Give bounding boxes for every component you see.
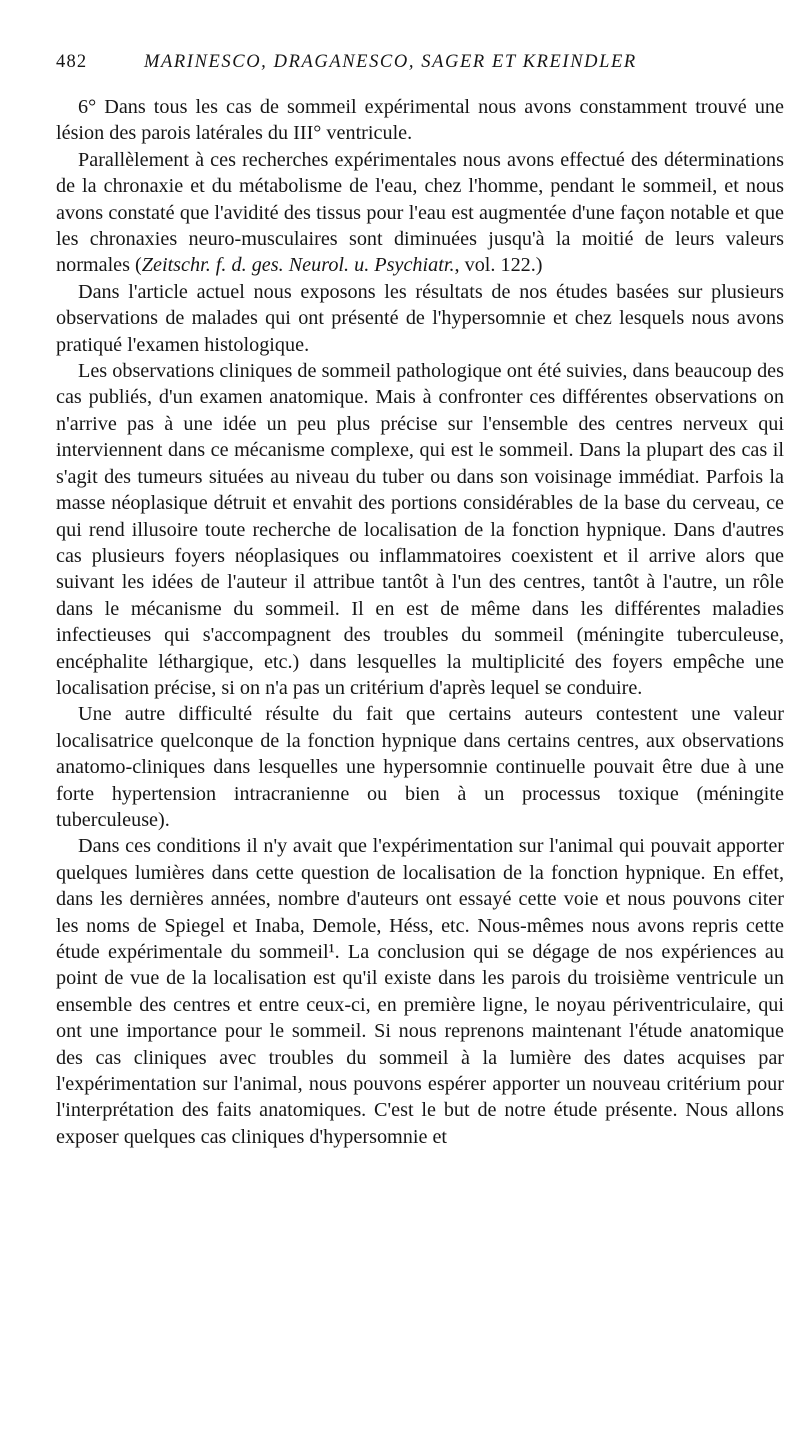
running-title: MARINESCO, DRAGANESCO, SAGER ET KREINDLER xyxy=(144,52,637,72)
paragraph-chronaxie xyxy=(56,147,784,279)
journal-page xyxy=(56,0,784,1455)
paragraph-text: , vol. 122.) xyxy=(454,254,543,277)
running-head xyxy=(56,52,784,82)
page-number: 482 xyxy=(56,52,88,72)
paragraph-experimentation: Dans ces conditions il n'y avait que l'expérimentation sur l'animal qui pouvait apporter quelques lumières dans cette question de localisation de la fonction hypnique. En effet, dans les dernières années, nombre d'auteurs ont essayé cette voie et nous pouvons citer les noms de Spiegel et Inaba, Demole, Héss, etc. Nous-mêmes nous avons repris cette étude expérimentale du sommeil¹. La conclusion qui se dégage de nos expériences au point de vue de la localisation est qu'il existe dans les parois du troisième ventricule un ensemble des centres et entre ceux-ci, en première ligne, le noyau périventriculaire, qui ont une importance pour le sommeil. Si nous reprenons maintenant l'étude anatomique des cas cliniques avec troubles du sommeil à la lumière des dates acquises par l'expérimentation sur l'animal, nous pouvons espérer apporter un nouveau critérium pour l'interprétation des faits anatomiques. C'est le but de notre étude présente. Nous allons exposer quelques cas cliniques d'hypersomnie et xyxy=(56,835,784,1148)
paragraph-article-scope: Dans l'article actuel nous exposons les résultats de nos études basées sur plusieurs observations de malades qui ont présenté de l'hypersomnie et chez lesquels nous avons pratiqué l'examen histologique. xyxy=(56,280,784,356)
article-body xyxy=(56,94,784,1150)
paragraph-clinical-observations: Les observations cliniques de sommeil pathologique ont été suivies, dans beaucoup des cas publiés, d'un examen anatomique. Mais à confronter ces différentes observations on n'arrive pas à une idée un peu plus précise sur l'ensemble des centres nerveux qui interviennent dans ce mécanisme complexe, qui est le sommeil. Dans la plupart des cas il s'agit des tumeurs situées au niveau du tuber ou dans son voisinage immédiat. Parfois la masse néoplasique détruit et envahit des portions considérables de la base du cerveau, ce qui rend illusoire toute recherche de localisation de la fonction hypnique. Dans d'autres cas plusieurs foyers néoplasiques ou inflammatoires coexistent et il arrive alors que suivant les idées de l'auteur il attribue tantôt à l'un des centres, tantôt à l'autre, un rôle dans le mécanisme du sommeil. Il en est de même dans les différentes maladies infectieuses qui s'accompagnent des troubles du sommeil (méningite tuberculeuse, encéphalite léthargique, etc.) dans lesquelles la multiplicité des foyers empêche une localisation précise, si on n'a pas un critérium d'après lequel se conduire. xyxy=(56,360,784,699)
paragraph-text: Parallèlement à ces recherches expérimentales nous avons effectué des déterminations de la chronaxie et du métabolisme de l'eau, chez l'homme, pendant le sommeil, et nous avons constaté que l'avidité des tissus pour l'eau est augmentée d'une façon notable et que les chronaxies neuro-musculaires sont diminuées jusqu'à la moitié de leurs valeurs normales ( xyxy=(56,148,784,277)
journal-citation: Zeitschr. f. d. ges. Neurol. u. Psychiatr. xyxy=(141,254,455,277)
paragraph-difficulty: Une autre difficulté résulte du fait que certains auteurs contestent une valeur localisatrice quelconque de la fonction hypnique dans certains centres, aux observations anatomo-cliniques dans lesquelles une hypersomnie continuelle pouvait être due à une forte hypertension intracranienne ou bien à un processus toxique (méningite tuberculeuse). xyxy=(56,703,784,831)
paragraph-conclusion-6: 6° Dans tous les cas de sommeil expérimental nous avons constamment trouvé une lésion des parois latérales du III° ventricule. xyxy=(56,96,784,145)
